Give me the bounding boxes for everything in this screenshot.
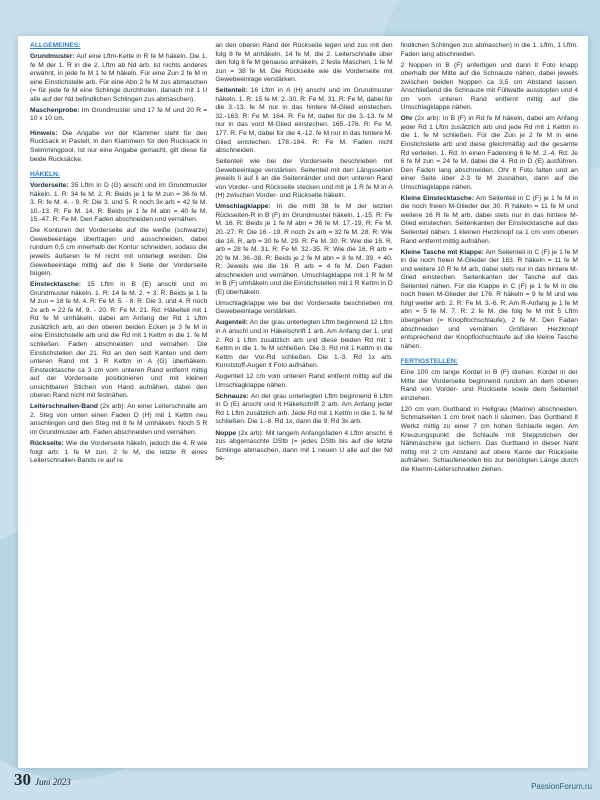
paragraph-side-part-assembly: Seitenteil wie bei der Vorderseite beschrieben mit Gewebeeinlage verstärken. Seitenteil mit den Längsseiten jeweils li auf li an die Seitenränder und den unteren Rand von Vorder- und Rückseite stecken und mit je 1 R fe M in A (H) zwischen Vorder- und Rückseite häkeln. (215, 158, 393, 200)
paragraph-small-pocket (401, 195, 578, 246)
term-note: Hinweis: (30, 129, 58, 137)
paragraph-bobble (215, 430, 392, 464)
paragraph-basic-pattern (30, 53, 207, 104)
text-basic-pattern: Auf eine Lftm-Kette in R fe M häkeln. Die 1. fe M der 1. R in die 2. Lftm ab Nd arb. Ist nichts anderes erwähnt, in jede fe M 1 fe M häkeln. Für eine Zun 2 fe M in eine Einstichstelle arb. Für eine Abn 2 fe M zus abmaschen (= für jede fe M eine Schlinge durchholen, danach mit 1 U alle auf der Nd befindlichen Schlingen zus abmaschen). (30, 53, 208, 103)
page-footer (14, 770, 71, 790)
term-ear: Ohr (400, 115, 413, 123)
magazine-page (18, 36, 588, 768)
paragraph-back (30, 440, 207, 466)
paragraph-flap-pocket (401, 249, 578, 352)
page-number: 30 (14, 770, 31, 789)
text-gauge: Im Grundmuster sind 17 fe M und 20 R = 10 x 10 cm. (30, 106, 208, 123)
section-heading-crochet: HÄKELN: (30, 171, 61, 179)
text-small-pocket: Am Seitenteil in C (F) je 1 fe M in die noch freien M-Glieder der 30. R häkeln = 11 fe M und weitere 16 R fe M arb, dabei stets nur in das hintere M-Glied einstechen. Seitenkanten der Einstecktasche auf das Seitenteil nähen. 1 kleinen Herzknopf ca 1 cm vom oberen Rand entfernt mittig aufnähen. (400, 194, 578, 245)
paragraph-bobble-attach: 2 Noppen in B (F) anfertigen und dann lt Foto knapp oberhalb der Mitte auf die Schnauze nähen, dabei jeweils zwischen beiden Noppen ca 3,5 cm Abstand lassen. Anschließend die Schnauze mit Füllwatte ausstopfen und 4 cm vom unteren Rand entfernt mittig auf die Umschlagklappe nähen. (400, 61, 578, 112)
paragraph-gauge (30, 107, 207, 124)
issue-date: Juni 2023 (35, 777, 71, 787)
term-back: Rückseite: (30, 440, 64, 448)
text-flap: In die mittl 38 fe M der letzten Rückseiten-R in B (F) im Grundmuster häkeln. 1.-15. R: Fe M. 16. R: Beids je 1 fe M abn = 36 fe M. 17.-19. R: Fe M. 20.-27. R: Die 16 - 19. R noch 2x arb = 32 fe M. 28. R: Wie die 16. R. arb = 30 fe M. 29. R: Fe M. 30. R: Wie die 16. R. arb = 28 fe M. 31. R: Fe M. 32.-35. R: Wie die 16. R arb = 20 fe M. 36.-38. R: Beids je 2 fe M abn = 8 fe M. 39. + 40. R: Jeweils wie die 16. R arb = 4 fe M. Den Faden abschneiden und vernähen. Umschlagklappe mit 1 R fe M in B (F) umhäkeln und die Einstichstellen mit 1 R Kettm in D (E) überhäkeln. (215, 203, 393, 296)
term-insert-pocket: Einstecktasche: (30, 281, 81, 289)
paragraph-flap-lining: Umschlagklappe wie bei der Vorderseite beschrieben mit Gewebeeinlage verstärken. (215, 299, 393, 316)
paragraph-eye (215, 319, 392, 370)
term-small-pocket: Kleine Einstecktasche: (400, 194, 474, 202)
column-3 (401, 42, 578, 754)
term-eye: Augenteil: (215, 319, 249, 327)
term-flap-pocket: Kleine Tasche mit Klappe: (400, 248, 484, 256)
paragraph-strap: 120 cm vom Gurtband in Hellgrau (Marine) abschneiden. Schmalseiten 1 cm breit nach li säumen. Das Gurtband lt Werkz mittig zu einer 7 cm hohen Schlaufe legen. Am Kreuzungspunkt die Schlaufe mit Steppstichen der Nähmaschine gut sichern. Das Gurtband in dieser Naht mittig mit 2 cm Abstand auf obere Kante der Rückseite aufnähen. Schlaufenenden bis zur benötigten Länge durch die Klemm-Leiterschnallen ziehen. (400, 405, 578, 473)
paragraph-flap (215, 203, 392, 297)
text-ear: (2x arb): In B (F) in Rd fe M häkeln, dabei am Anfang jeder Rd 1 Lftm zusätzlich arb und jede Rd mit 1 Kettm in die 1. fe M schließen. Für die Zun je 2 fe M in eine Einstichstelle arb und diese gleichmäßig auf die gesamte Rd verteilen. 1. Rd: In einen Fadenring 6 fe M. 2.-4. Rd: Je 6 fe M zun = 24 fe M, dabei die 4. Rd in D (E) ausführen. Den Faden lang abschneiden. Ohr lt Foto falten und an einer Seite über 2-3 fe M zusnähen, dann auf die Umschlagklappe nähen. (400, 115, 578, 191)
text-columns (30, 42, 578, 754)
term-front: Vorderseite: (30, 182, 69, 190)
paragraph-cord: Eine 100 cm lange Kordel in B (F) drehen. Kordel in der Mitte der Vorderseite beginnend rundum an dem oberen Rand von Vorder- und Rückseite sowie dem Seitenteil einziehen. (400, 369, 578, 402)
text-side-part: 16 Lftm in A (H) anschl und im Grundmuster häkeln. 1. R: 15 fe M. 2.-30. R: Fe M. 31. R: Fe M, dabei für die 3.-13. fe M nur in das hintere M-Glied einstechen. 32.-163. R: Fe M. 164. R: Fe M, dabei für die 3.-13. fe M nur in das vord M-Glied einstechen. 165.-176. R: Fe M. 177. R: Fe M, dabei für die 4.-12. fe M nur in das hintere M-Glied einstechen. 178.-184. R: Fe M. Faden nicht abschneiden. (215, 87, 393, 155)
paragraph-bobble-continued: findlichen Schlingen zus abmaschen) in die 1. Lftm, 1 Lftm. Faden lang abschneiden. (400, 42, 578, 58)
section-heading-general: ALLGEMEINES: (30, 42, 81, 49)
text-buckle-strap: (2x arb): An einer Leiterschnalle am 2. Steg von unten einen Faden D (H) mit 1 Kettm neu anschlingen und den Steg mit 8 fe M umhäkeln. Noch 5 R im Grundmuster arb. Faden abschneiden und vernähen. (30, 403, 208, 436)
paragraph-snout (215, 393, 392, 427)
paragraph-ear (401, 115, 578, 192)
column-2 (215, 42, 392, 754)
paragraph-side-part (215, 87, 392, 155)
paragraph-back-continued: an den oberen Rand der Rückseite legen und zus mit den folg 8 fe M anhäkeln, 14 fe M, die 2. Leiterschnalle über den folg 8 fe M genauso anhäkeln, 2 feste Maschen, 1 fe M zun = 38 fe M. Die Rückseite wie die Vorderseite mit Gewebeeinlage verstärken. (215, 42, 393, 84)
paragraph-front-lining: Die Konturen der Vorderseite auf die weiße (schwarze) Gewebeeinlage übertragen und ausschneiden, dabei rundum 0,5 cm innerhalb der Kontur schneiden, sodass die jeweils äußeren fe M nicht mit unterlegt werden. Die Gewebeeinlage mittig auf die li Seite der Vorderseite bügeln. (30, 227, 208, 278)
term-gauge: Maschenprobe: (30, 106, 80, 114)
text-back: Wie die Vorderseite häkeln, jedoch die 4. R wie folgt arb: 1 fe M zun, 2 fe M, die letzte R eines Leiterschnallen-Bands re auf re (30, 440, 208, 465)
term-basic-pattern: Grundmuster: (30, 53, 75, 61)
term-snout: Schnauze: (215, 392, 249, 400)
watermark: PassionForum.ru (531, 782, 592, 791)
section-heading-finishing: FERTIGSTELLEN: (400, 358, 458, 366)
text-bobble: (2x arb): Mit langem Anfangsfaden 4 Lftm anschl, 6 zus abgemaschte DStb (= jedes DStb bis auf die letzte Schlinge abmaschen, dann mit 1 neuen U alle auf der Nd be- (215, 429, 393, 463)
column-1 (30, 42, 207, 754)
text-insert-pocket: 15 Lftm in B (E) anschl und im Grundmuster häkeln. 1. R: 14 fe M. 2. + 3. R: Beids je 1 fe M zun = 18 fe M. 4. R: Fe M. 5. - 8. R: Die 3. und 4. R noch 2x arb = 22 fe M. 9. - 20. R: Fe M. 21. Rd: Häkelteil mit 1 Rd fe M umhäkeln, dabei am Anfang der Rd 1 Lftm zusätzlich arb, an den oberen beiden Ecken je 3 fe M in eine Einstichstelle arb und die Rd mit 1 Kettm in die 1. fe M schließen. Faden abschneiden und vernähen. Die Einstichstellen der 21. Rd an den seitl Kanten und dem unteren Rand mit 1 R Kettm in A (G) überhäkeln. Einstecktasche ca 3 cm vom unteren Rand entfernt mittig auf der Vorderseite positionieren und mit kleinen unsichtbaren Stichen von Hand aufnähen, dabei den oberen Rand nicht mit festnähen. (30, 281, 208, 400)
text-snout: An der grau unterlegten Lftm beginnend 6 Lftm in D (E) anschl und lt Häkelschrift 2 arb. Am Anfang jeder Rd 1 Lftm zusätzlich arb. Jede Rd mit 1 Kettm in die 1. fe M schließen. Die 1.-8. Rd 1x, dann die 9. Rd 3x arb. (215, 392, 393, 426)
text-flap-pocket: Am Seitenteil in C (F) je 1 fe M in die noch freien M-Glieder der 163. R häkeln = 11 fe M und weitere 10 R fe M arb, dabei stets nur in das hintere M-Glied einstechen. Seitenkanten der Tasche auf das Seitenteil nähen. Für die Klappe in C (F) je 1 fe M in die noch freien M-Glieder der 176. R häkeln = 9 fe M und wie folgt weiter arb: 2. R: Fe M. 3.-6. R: Am R-Anfang je 1 fe M abn = 5 fe M. 7. R: 2 fe M, die folg fe M mit 5 Lftm übergehen (= Knopflochschlaufe), 2 fe M. Den Faden abschneiden und vernähen. Größeren Herzknopf entsprechend der Knopflochschlaufe auf die kleine Tasche nähen. (400, 248, 578, 350)
paragraph-front (30, 182, 207, 225)
text-front: 35 Lftm in D (G) anschl und im Grundmuster häkeln. 1. R: 34 fe M. 2. R: Beids je 1 fe M zun = 36 fe M. 3. R: fe M. 4. - 9. R: Die 3. und 5. R noch 3x arb = 42 fe M. 10.-13. R: Fe M. 14. R: Beids je 1 fe M abn = 40 fe M. 15.-47. R: Fe M. Den Faden abschneiden und vernähen. (30, 182, 208, 224)
paragraph-note (30, 130, 207, 164)
term-flap: Umschlagklappe: (215, 203, 271, 211)
text-note: Die Angabe vor der Klammer steht für den Rucksack in Pastell, in den Klammern für den Rucksack in Swimmingpool. Ist nur eine Angabe gemacht, gilt diese für beide Rucksäcke. (30, 129, 208, 163)
paragraph-insert-pocket (30, 281, 207, 401)
term-bobble: Noppe (215, 429, 237, 437)
paragraph-buckle-strap (30, 403, 207, 437)
term-buckle-strap: Leiterschnallen-Band (30, 403, 99, 411)
paragraph-eye-placement: Augenteil 12 cm vom unteren Rand entfernt mittig auf die Umschlagklappe nähen. (215, 373, 393, 389)
term-side-part: Seitenteil: (215, 87, 248, 95)
text-eye: An der grau unterlegten Lftm beginnend 12 Lftm in A anschl und in Häkelschrift 1 arb. Am Anfang der 1. und 2. Rd 1 Lftm zusätzlich arb und diese beiden Rd mit 1 Kettm in die 1. fe M schließen. Die 3. Rd mit 1 Kettm in die Kettm der Vor-Rd schließen. Die 1.-3. Rd 1x arb. Kunststoff-Augen lt Foto aufnähen. (215, 319, 393, 370)
